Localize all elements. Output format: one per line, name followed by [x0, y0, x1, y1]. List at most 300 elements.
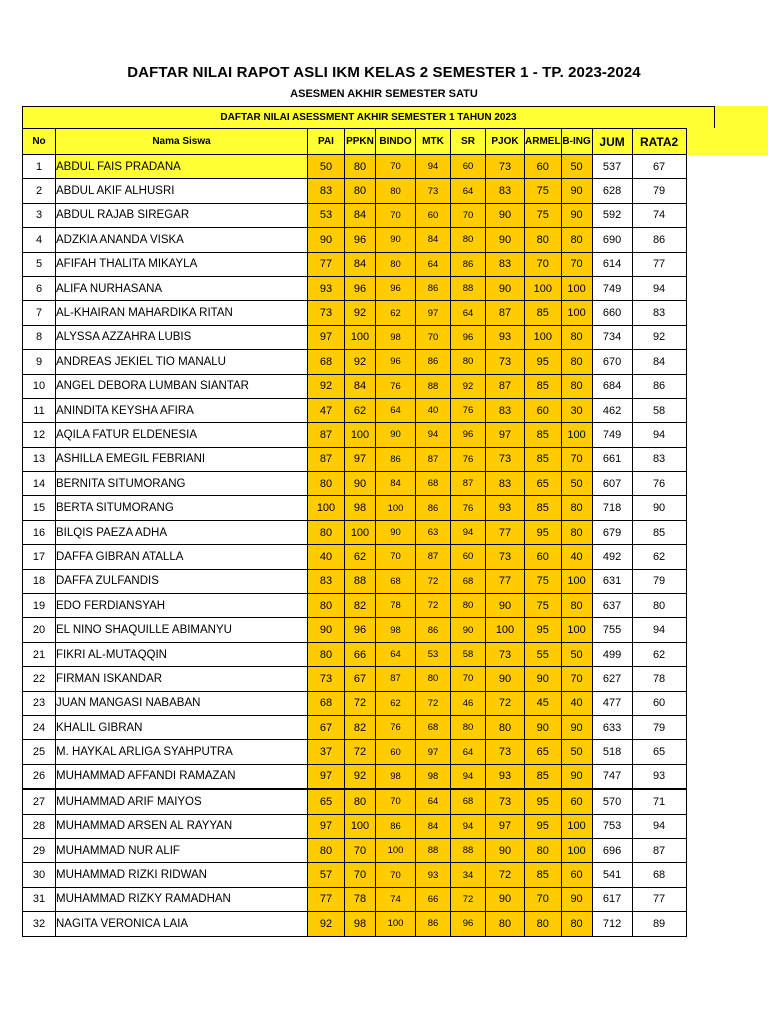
cell-no: 28: [23, 814, 56, 838]
table-row: [23, 350, 687, 374]
cell-sr: 87: [451, 472, 486, 496]
cell-mtk: 97: [416, 301, 451, 325]
cell-rata2: 79: [632, 715, 686, 739]
cell-pai: 77: [308, 887, 345, 911]
cell-pai: 57: [308, 863, 345, 887]
cell-rata2: 84: [632, 350, 686, 374]
cell-jum: 628: [592, 179, 632, 203]
cell-rata2: 74: [632, 203, 686, 227]
cell-no: 14: [23, 472, 56, 496]
cell-bindo: 98: [376, 325, 416, 349]
cell-ppkn: 84: [345, 374, 376, 398]
cell-pai: 93: [308, 276, 345, 300]
cell-name: AL-KHAIRAN MAHARDIKA RITAN: [56, 301, 308, 325]
cell-sr: 46: [451, 691, 486, 715]
table-row: [23, 155, 687, 179]
cell-no: 31: [23, 887, 56, 911]
cell-pjok: 90: [486, 276, 525, 300]
cell-no: 15: [23, 496, 56, 520]
cell-pai: 100: [308, 496, 345, 520]
cell-ppkn: 62: [345, 398, 376, 422]
cell-no: 4: [23, 228, 56, 252]
cell-pjok: 90: [486, 838, 525, 862]
grades-table: [22, 128, 687, 937]
cell-bing: 80: [561, 325, 592, 349]
cell-mtk: 60: [416, 203, 451, 227]
cell-bindo: 100: [376, 838, 416, 862]
header-name: Nama Siswa: [56, 129, 308, 155]
cell-bing: 100: [561, 423, 592, 447]
cell-mtk: 94: [416, 155, 451, 179]
cell-jum: 696: [592, 838, 632, 862]
cell-bindo: 70: [376, 203, 416, 227]
table-row: [23, 203, 687, 227]
cell-mtk: 86: [416, 496, 451, 520]
cell-pjok: 73: [486, 740, 525, 764]
header-pjok: PJOK: [486, 129, 525, 155]
cell-name: MUHAMMAD RIZKY RAMADHAN: [56, 887, 308, 911]
cell-jum: 718: [592, 496, 632, 520]
cell-rata2: 94: [632, 276, 686, 300]
cell-bing: 60: [561, 789, 592, 814]
cell-no: 10: [23, 374, 56, 398]
cell-sr: 64: [451, 301, 486, 325]
cell-bindo: 90: [376, 520, 416, 544]
cell-bing: 40: [561, 545, 592, 569]
cell-pjok: 97: [486, 423, 525, 447]
table-header-row: [23, 129, 687, 155]
cell-name: ABDUL AKIF ALHUSRI: [56, 179, 308, 203]
cell-pai: 80: [308, 520, 345, 544]
cell-mtk: 63: [416, 520, 451, 544]
cell-bindo: 62: [376, 691, 416, 715]
header-bindo: BINDO: [376, 129, 416, 155]
cell-armel: 90: [525, 667, 562, 691]
cell-name: MUHAMMAD ARIF MAIYOS: [56, 789, 308, 814]
cell-armel: 95: [525, 350, 562, 374]
cell-bindo: 98: [376, 618, 416, 642]
cell-name: JUAN MANGASI NABABAN: [56, 691, 308, 715]
cell-mtk: 72: [416, 691, 451, 715]
cell-name: KHALIL GIBRAN: [56, 715, 308, 739]
cell-ppkn: 90: [345, 472, 376, 496]
cell-jum: 518: [592, 740, 632, 764]
cell-jum: 670: [592, 350, 632, 374]
cell-sr: 96: [451, 325, 486, 349]
cell-pjok: 83: [486, 398, 525, 422]
cell-rata2: 79: [632, 179, 686, 203]
cell-armel: 95: [525, 520, 562, 544]
cell-mtk: 88: [416, 374, 451, 398]
cell-sr: 94: [451, 764, 486, 789]
cell-pjok: 73: [486, 789, 525, 814]
cell-bindo: 80: [376, 179, 416, 203]
cell-mtk: 84: [416, 228, 451, 252]
cell-pai: 97: [308, 814, 345, 838]
cell-sr: 88: [451, 276, 486, 300]
cell-rata2: 76: [632, 472, 686, 496]
header-pai: PAI: [308, 129, 345, 155]
document-subtitle: ASESMEN AKHIR SEMESTER SATU: [290, 88, 478, 100]
cell-pai: 80: [308, 594, 345, 618]
cell-armel: 60: [525, 155, 562, 179]
cell-rata2: 94: [632, 423, 686, 447]
cell-pjok: 83: [486, 252, 525, 276]
cell-name: BILQIS PAEZA ADHA: [56, 520, 308, 544]
cell-pai: 83: [308, 569, 345, 593]
cell-ppkn: 70: [345, 863, 376, 887]
table-row: [23, 545, 687, 569]
cell-jum: 660: [592, 301, 632, 325]
cell-pjok: 80: [486, 715, 525, 739]
cell-rata2: 89: [632, 912, 686, 936]
cell-bing: 80: [561, 912, 592, 936]
cell-sr: 92: [451, 374, 486, 398]
table-row: [23, 325, 687, 349]
cell-no: 29: [23, 838, 56, 862]
table-body: [23, 155, 687, 937]
table-banner: DAFTAR NILAI ASESSMENT AKHIR SEMESTER 1 TAHUN 2023: [22, 106, 715, 128]
cell-bing: 50: [561, 740, 592, 764]
cell-jum: 492: [592, 545, 632, 569]
cell-no: 9: [23, 350, 56, 374]
cell-no: 3: [23, 203, 56, 227]
cell-sr: 86: [451, 252, 486, 276]
cell-bindo: 64: [376, 642, 416, 666]
cell-no: 24: [23, 715, 56, 739]
cell-no: 20: [23, 618, 56, 642]
header-jum: JUM: [592, 129, 632, 155]
cell-ppkn: 96: [345, 228, 376, 252]
cell-bindo: 62: [376, 301, 416, 325]
cell-mtk: 73: [416, 179, 451, 203]
table-row: [23, 814, 687, 838]
cell-ppkn: 67: [345, 667, 376, 691]
cell-no: 26: [23, 764, 56, 789]
cell-armel: 65: [525, 472, 562, 496]
table-row: [23, 764, 687, 789]
cell-pai: 67: [308, 715, 345, 739]
cell-name: MUHAMMAD ARSEN AL RAYYAN: [56, 814, 308, 838]
cell-bing: 80: [561, 374, 592, 398]
cell-armel: 75: [525, 179, 562, 203]
cell-sr: 58: [451, 642, 486, 666]
table-row: [23, 398, 687, 422]
cell-pai: 68: [308, 350, 345, 374]
cell-bindo: 86: [376, 447, 416, 471]
cell-mtk: 86: [416, 350, 451, 374]
cell-pjok: 87: [486, 374, 525, 398]
cell-jum: 537: [592, 155, 632, 179]
cell-pai: 73: [308, 301, 345, 325]
cell-rata2: 90: [632, 496, 686, 520]
table-row: [23, 276, 687, 300]
cell-bing: 100: [561, 814, 592, 838]
cell-sr: 70: [451, 203, 486, 227]
cell-sr: 96: [451, 912, 486, 936]
table-row: [23, 667, 687, 691]
cell-no: 11: [23, 398, 56, 422]
cell-armel: 85: [525, 496, 562, 520]
cell-rata2: 67: [632, 155, 686, 179]
cell-name: FIKRI AL-MUTAQQIN: [56, 642, 308, 666]
cell-rata2: 85: [632, 520, 686, 544]
cell-bing: 80: [561, 350, 592, 374]
cell-rata2: 87: [632, 838, 686, 862]
cell-sr: 80: [451, 594, 486, 618]
table-row: [23, 569, 687, 593]
cell-armel: 70: [525, 252, 562, 276]
cell-rata2: 58: [632, 398, 686, 422]
cell-pai: 80: [308, 472, 345, 496]
cell-rata2: 83: [632, 447, 686, 471]
cell-pai: 83: [308, 179, 345, 203]
cell-no: 16: [23, 520, 56, 544]
cell-bindo: 87: [376, 667, 416, 691]
cell-pjok: 77: [486, 520, 525, 544]
cell-ppkn: 78: [345, 887, 376, 911]
cell-bindo: 70: [376, 545, 416, 569]
cell-pai: 77: [308, 252, 345, 276]
cell-mtk: 98: [416, 764, 451, 789]
cell-no: 22: [23, 667, 56, 691]
cell-jum: 749: [592, 276, 632, 300]
cell-bing: 80: [561, 520, 592, 544]
cell-bindo: 86: [376, 814, 416, 838]
cell-bing: 90: [561, 179, 592, 203]
cell-name: MUHAMMAD AFFANDI RAMAZAN: [56, 764, 308, 789]
cell-armel: 85: [525, 863, 562, 887]
cell-mtk: 86: [416, 912, 451, 936]
cell-pai: 50: [308, 155, 345, 179]
cell-bing: 50: [561, 472, 592, 496]
cell-sr: 76: [451, 496, 486, 520]
cell-no: 21: [23, 642, 56, 666]
cell-jum: 734: [592, 325, 632, 349]
cell-armel: 65: [525, 740, 562, 764]
table-row: [23, 618, 687, 642]
cell-rata2: 65: [632, 740, 686, 764]
cell-jum: 749: [592, 423, 632, 447]
cell-no: 5: [23, 252, 56, 276]
cell-bing: 100: [561, 838, 592, 862]
cell-sr: 96: [451, 423, 486, 447]
table-row: [23, 863, 687, 887]
cell-pai: 73: [308, 667, 345, 691]
cell-bing: 100: [561, 569, 592, 593]
cell-rata2: 93: [632, 764, 686, 789]
cell-mtk: 64: [416, 789, 451, 814]
cell-armel: 80: [525, 912, 562, 936]
cell-jum: 541: [592, 863, 632, 887]
cell-bindo: 96: [376, 350, 416, 374]
cell-bindo: 98: [376, 764, 416, 789]
cell-ppkn: 97: [345, 447, 376, 471]
cell-armel: 75: [525, 203, 562, 227]
cell-sr: 68: [451, 789, 486, 814]
cell-pai: 87: [308, 423, 345, 447]
cell-bindo: 76: [376, 374, 416, 398]
cell-bing: 80: [561, 496, 592, 520]
cell-ppkn: 96: [345, 618, 376, 642]
cell-pai: 80: [308, 642, 345, 666]
table-row: [23, 594, 687, 618]
cell-jum: 499: [592, 642, 632, 666]
cell-bindo: 74: [376, 887, 416, 911]
table-row: [23, 642, 687, 666]
cell-rata2: 60: [632, 691, 686, 715]
cell-bindo: 100: [376, 912, 416, 936]
cell-name: ABDUL RAJAB SIREGAR: [56, 203, 308, 227]
cell-jum: 607: [592, 472, 632, 496]
cell-armel: 80: [525, 228, 562, 252]
table-row: [23, 715, 687, 739]
cell-armel: 45: [525, 691, 562, 715]
cell-sr: 94: [451, 520, 486, 544]
cell-bindo: 100: [376, 496, 416, 520]
cell-ppkn: 72: [345, 691, 376, 715]
table-row: [23, 838, 687, 862]
cell-armel: 95: [525, 789, 562, 814]
cell-ppkn: 92: [345, 350, 376, 374]
cell-sr: 64: [451, 740, 486, 764]
cell-rata2: 78: [632, 667, 686, 691]
cell-jum: 755: [592, 618, 632, 642]
cell-pai: 47: [308, 398, 345, 422]
cell-sr: 90: [451, 618, 486, 642]
cell-mtk: 80: [416, 667, 451, 691]
cell-sr: 70: [451, 667, 486, 691]
cell-mtk: 68: [416, 715, 451, 739]
cell-bindo: 76: [376, 715, 416, 739]
cell-bing: 70: [561, 447, 592, 471]
cell-ppkn: 100: [345, 325, 376, 349]
cell-ppkn: 66: [345, 642, 376, 666]
cell-bindo: 90: [376, 423, 416, 447]
cell-pjok: 73: [486, 447, 525, 471]
cell-jum: 627: [592, 667, 632, 691]
cell-armel: 55: [525, 642, 562, 666]
table-row: [23, 228, 687, 252]
cell-bing: 100: [561, 618, 592, 642]
table-row: [23, 887, 687, 911]
cell-jum: 637: [592, 594, 632, 618]
cell-jum: 684: [592, 374, 632, 398]
table-row: [23, 179, 687, 203]
cell-jum: 633: [592, 715, 632, 739]
cell-name: ANDREAS JEKIEL TIO MANALU: [56, 350, 308, 374]
cell-pjok: 80: [486, 912, 525, 936]
cell-mtk: 72: [416, 594, 451, 618]
cell-pjok: 73: [486, 545, 525, 569]
cell-ppkn: 98: [345, 912, 376, 936]
cell-mtk: 93: [416, 863, 451, 887]
cell-armel: 90: [525, 715, 562, 739]
cell-bing: 90: [561, 764, 592, 789]
cell-no: 32: [23, 912, 56, 936]
cell-name: DAFFA ZULFANDIS: [56, 569, 308, 593]
cell-pai: 68: [308, 691, 345, 715]
cell-pjok: 93: [486, 325, 525, 349]
cell-rata2: 77: [632, 252, 686, 276]
cell-mtk: 72: [416, 569, 451, 593]
cell-name: ADZKIA ANANDA VISKA: [56, 228, 308, 252]
cell-no: 19: [23, 594, 56, 618]
cell-sr: 64: [451, 179, 486, 203]
header-no: No: [23, 129, 56, 155]
cell-pai: 90: [308, 228, 345, 252]
cell-sr: 68: [451, 569, 486, 593]
cell-ppkn: 92: [345, 764, 376, 789]
cell-pjok: 93: [486, 496, 525, 520]
cell-pai: 97: [308, 325, 345, 349]
cell-rata2: 86: [632, 374, 686, 398]
cell-jum: 690: [592, 228, 632, 252]
cell-mtk: 40: [416, 398, 451, 422]
cell-name: ANINDITA KEYSHA AFIRA: [56, 398, 308, 422]
cell-name: ALIFA NURHASANA: [56, 276, 308, 300]
cell-bing: 60: [561, 863, 592, 887]
cell-armel: 85: [525, 301, 562, 325]
cell-mtk: 86: [416, 276, 451, 300]
cell-bindo: 84: [376, 472, 416, 496]
cell-bindo: 70: [376, 863, 416, 887]
cell-name: M. HAYKAL ARLIGA SYAHPUTRA: [56, 740, 308, 764]
cell-jum: 747: [592, 764, 632, 789]
cell-ppkn: 100: [345, 423, 376, 447]
cell-armel: 100: [525, 325, 562, 349]
cell-bindo: 60: [376, 740, 416, 764]
document-title: DAFTAR NILAI RAPOT ASLI IKM KELAS 2 SEMESTER 1 - TP. 2023-2024: [127, 64, 641, 81]
cell-rata2: 86: [632, 228, 686, 252]
cell-rata2: 80: [632, 594, 686, 618]
cell-name: DAFFA GIBRAN ATALLA: [56, 545, 308, 569]
cell-name: AFIFAH THALITA MIKAYLA: [56, 252, 308, 276]
cell-name: MUHAMMAD NUR ALIF: [56, 838, 308, 862]
cell-rata2: 94: [632, 814, 686, 838]
table-row: [23, 496, 687, 520]
cell-name: BERNITA SITUMORANG: [56, 472, 308, 496]
cell-armel: 75: [525, 594, 562, 618]
cell-pai: 87: [308, 447, 345, 471]
cell-ppkn: 100: [345, 814, 376, 838]
cell-ppkn: 80: [345, 789, 376, 814]
cell-armel: 85: [525, 374, 562, 398]
cell-jum: 712: [592, 912, 632, 936]
cell-mtk: 94: [416, 423, 451, 447]
cell-sr: 80: [451, 715, 486, 739]
cell-pai: 80: [308, 838, 345, 862]
cell-jum: 462: [592, 398, 632, 422]
cell-armel: 85: [525, 764, 562, 789]
header-rata2: RATA2: [632, 129, 686, 155]
cell-no: 1: [23, 155, 56, 179]
cell-name: ANGEL DEBORA LUMBAN SIANTAR: [56, 374, 308, 398]
header-sr: SR: [451, 129, 486, 155]
cell-ppkn: 70: [345, 838, 376, 862]
cell-ppkn: 100: [345, 520, 376, 544]
cell-pai: 37: [308, 740, 345, 764]
cell-bing: 50: [561, 155, 592, 179]
cell-pai: 92: [308, 374, 345, 398]
cell-bing: 90: [561, 887, 592, 911]
cell-name: ASHILLA EMEGIL FEBRIANI: [56, 447, 308, 471]
cell-pjok: 83: [486, 179, 525, 203]
cell-name: AQILA FATUR ELDENESIA: [56, 423, 308, 447]
cell-mtk: 84: [416, 814, 451, 838]
cell-jum: 614: [592, 252, 632, 276]
cell-bing: 100: [561, 276, 592, 300]
